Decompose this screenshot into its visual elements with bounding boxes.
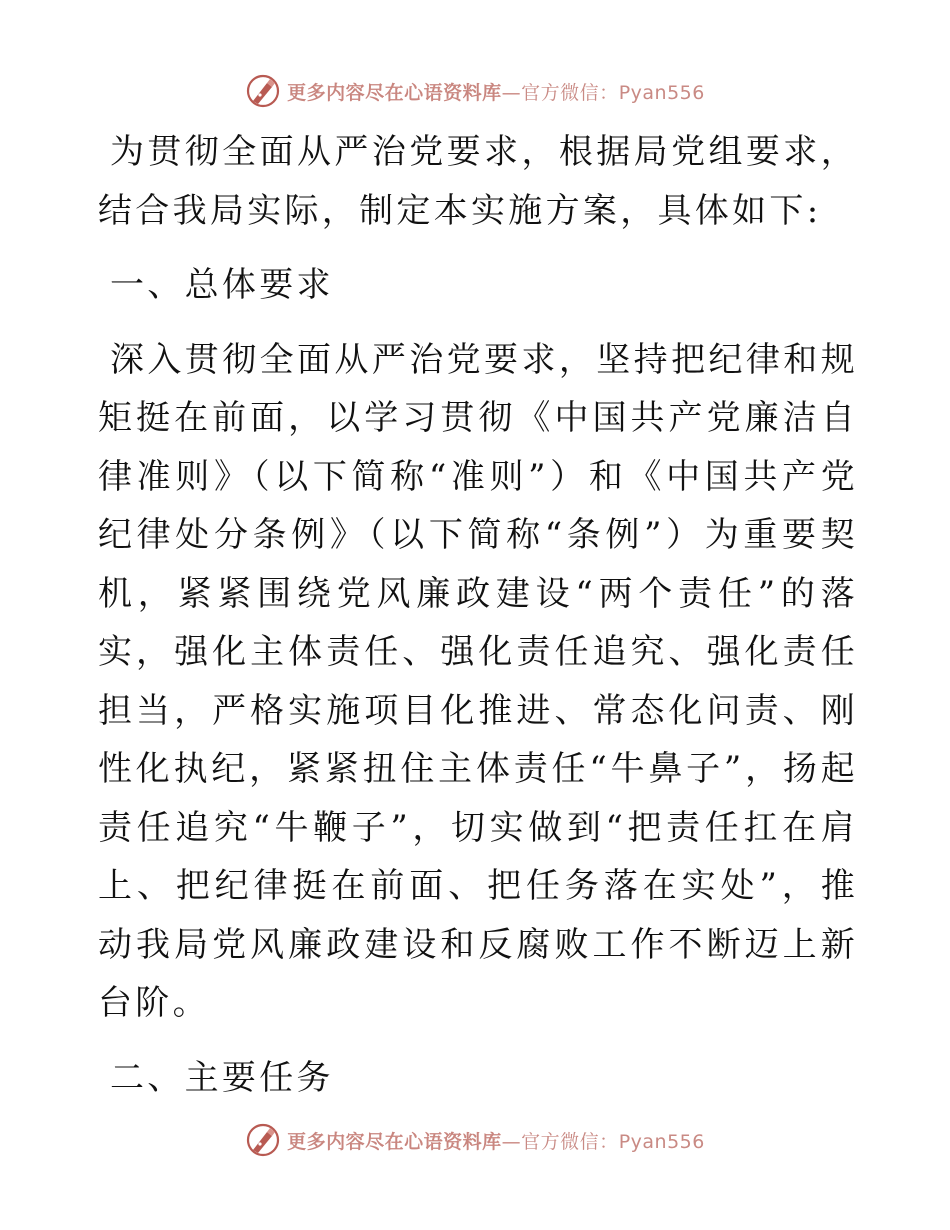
pen-logo-icon xyxy=(245,1122,281,1158)
document-body xyxy=(98,123,858,1107)
watermark-text: 更多内容尽在心语资料库—官方微信：Pyan556 xyxy=(287,1130,705,1153)
intro-paragraph: 为贯彻全面从严治党要求，根据局党组要求，结合我局实际，制定本实施方案，具体如下: xyxy=(98,132,858,231)
section1-paragraph: 深入贯彻全面从严治党要求，坚持把纪律和规矩挺在前面，以学习贯彻《中国共产党廉洁自律准则》（以下简称“准则”）和《中国共产党纪律处分条例》（以下简称“条例”）为重要契机，紧紧围绕党风廉政建设“两个责任”的落实，强化主体责任、强化责任追究、强化责任担当，严格实施项目化推进、常态化问责、刚性化执纪，紧紧扭住主体责任“牛鼻子”，扬起责任追究“牛鞭子”，切实做到“把责任扛在肩上、把纪律挺在前面、把任务落在实处”，推动我局党风廉政建设和反腐败工作不断迈上新台阶。 xyxy=(98,339,858,1023)
footer-watermark xyxy=(0,1120,950,1160)
section-heading-1: 一、总体要求 xyxy=(110,265,334,305)
section-heading-2: 二、主要任务 xyxy=(110,1057,334,1098)
header-watermark xyxy=(0,71,950,111)
pen-logo-icon xyxy=(245,73,281,109)
watermark-text: 更多内容尽在心语资料库—官方微信：Pyan556 xyxy=(287,81,705,104)
